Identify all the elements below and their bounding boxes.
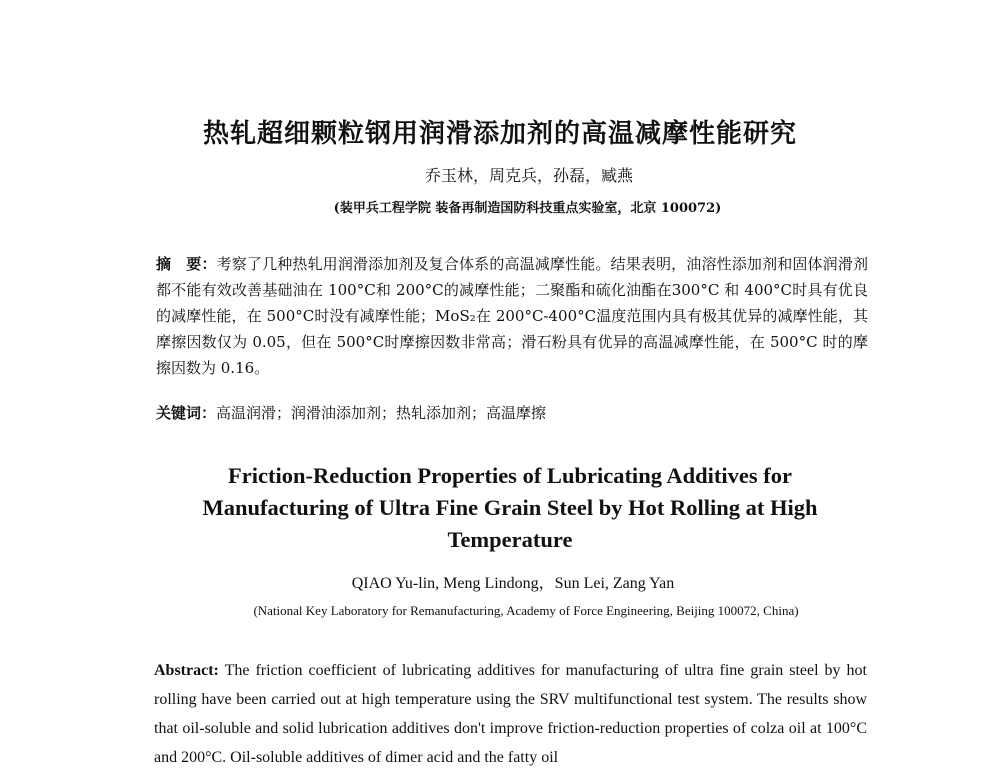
english-affiliation: (National Key Laboratory for Remanufacturing, Academy of Force Engineering, Beijing 100072, China) (253, 603, 799, 618)
chinese-abstract-label: 摘 要： (156, 255, 217, 273)
chinese-affiliation: (装甲兵工程学院 装备再制造国防科技重点实验室，北京 100072) (333, 201, 722, 216)
chinese-authors: 乔玉林，周克兵，孙磊，臧燕 (424, 166, 633, 185)
chinese-keywords-label: 关键词： (156, 404, 217, 422)
english-abstract-label: Abstract: (154, 662, 219, 679)
english-abstract-text: The friction coefficient of lubricating additives for manufacturing of ultra fine grain steel by hot rolling have been carried out at high temperature using the SRV multifunctional test system. The results show that oil-soluble and solid lubrication additives don't improve friction-reduction properties of colza oil at 100°C and 200°C. Oil-soluble additives of dimer acid and the fatty oil (154, 662, 867, 766)
chinese-keywords (156, 400, 868, 426)
english-title: Friction-Reduction Properties of Lubricating Additives for Manufacturing of Ultra Fine Grain Steel by Hot Rolling at High Temperature (202, 463, 818, 552)
english-authors: QIAO Yu-lin, Meng Lindong，Sun Lei, Zang Yan (351, 575, 675, 592)
english-abstract (154, 656, 867, 772)
chinese-title: 热轧超细颗粒钢用润滑添加剂的高温减摩性能研究 (202, 119, 797, 149)
chinese-keywords-text: 高温润滑；润滑油添加剂；热轧添加剂；高温摩擦 (216, 404, 547, 422)
chinese-abstract (156, 251, 868, 381)
chinese-abstract-text: 考察了几种热轧用润滑添加剂及复合体系的高温减摩性能。结果表明，油溶性添加剂和固体润滑剂都不能有效改善基础油在 100°C和 200°C的减摩性能；二聚酯和硫化油酯在300°C 和 400°C时具有优良的减摩性能，在 500°C时没有减摩性能；MoS₂在 200°C-400°C温度范围内具有极其优异的减摩性能，其摩擦因数仅为 0.05，但在 500°C时摩擦因数非常高；滑石粉具有优异的高温减摩性能，在 500°C 时的摩擦因数为 0.16。 (156, 255, 868, 377)
